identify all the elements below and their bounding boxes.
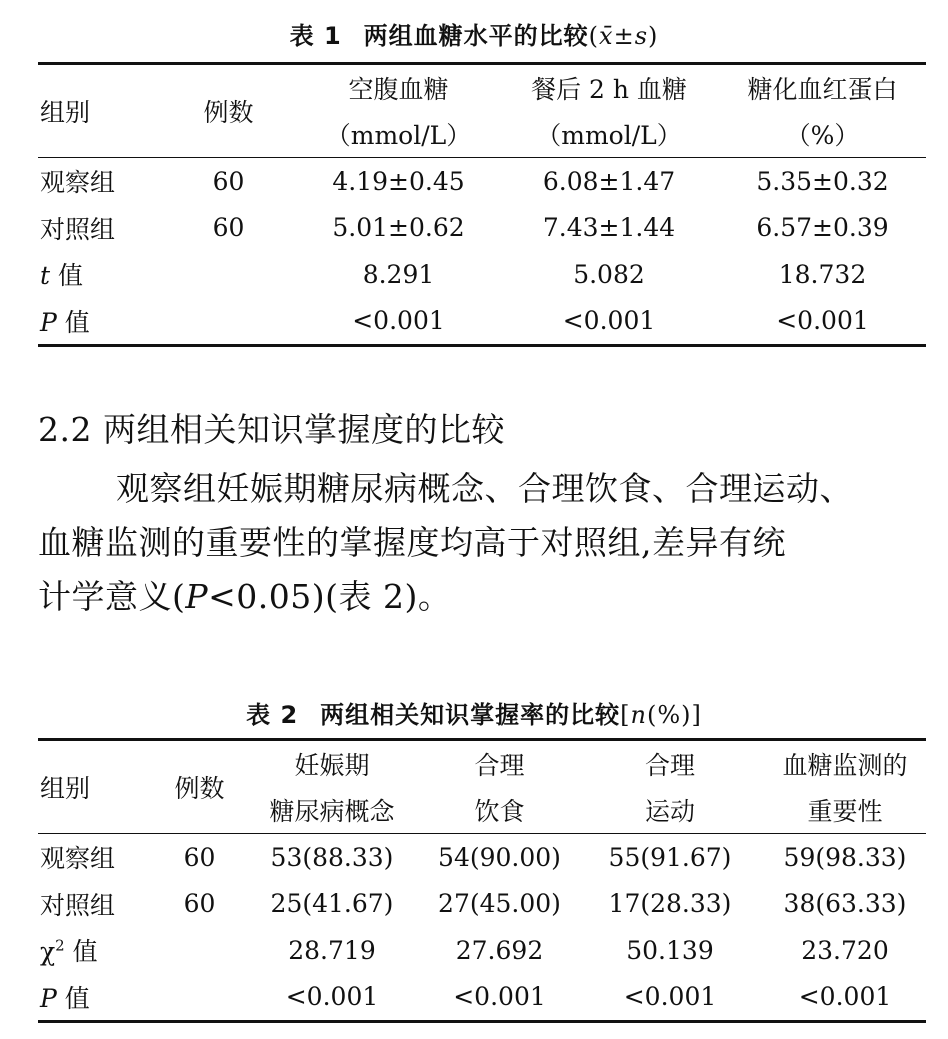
table-row xyxy=(38,251,926,298)
table-row xyxy=(38,881,926,928)
chi-symbol: χ xyxy=(40,937,56,967)
table2-header-cases: 例数 xyxy=(158,740,241,834)
cell-value: 17(28.33) xyxy=(608,889,732,919)
row-label: 对照组 xyxy=(40,214,116,244)
cell-value: 6.08±1.47 xyxy=(542,166,676,196)
table-row xyxy=(38,974,926,1022)
cell-cases: 60 xyxy=(212,166,245,196)
section-heading: 2.2 两组相关知识掌握度的比较 xyxy=(38,410,505,449)
row-label: 对照组 xyxy=(40,890,116,920)
row-label xyxy=(38,974,158,1022)
cell-value: 54(90.00) xyxy=(438,842,561,872)
chi-superscript: 2 xyxy=(55,936,65,955)
table-row xyxy=(38,158,926,205)
table-row xyxy=(38,927,926,974)
row-label: 观察组 xyxy=(40,168,116,198)
table-row xyxy=(38,834,926,881)
cell-value: <0.001 xyxy=(499,298,719,346)
table2-header-col2-line2: 饮食 xyxy=(423,787,576,834)
table2-caption-title: 两组相关知识掌握率的比较 xyxy=(320,701,621,729)
table1-header-cases: 例数 xyxy=(159,64,298,158)
cell-cases xyxy=(159,251,298,298)
table1-header-col2-line1: 餐后 2 h 血糖 xyxy=(499,64,719,112)
table2-header-col3-line2: 运动 xyxy=(576,787,764,834)
table1-header-col1-line2: （mmol/L） xyxy=(298,111,499,158)
table2-header-col3-line1: 合理 xyxy=(576,740,764,788)
label-suffix: 值 xyxy=(50,261,83,291)
p-symbol: P xyxy=(40,307,57,337)
table1-caption-title: 两组血糖水平的比较 xyxy=(363,22,589,50)
body-paragraph xyxy=(38,462,930,624)
cell-value: 7.43±1.44 xyxy=(542,213,676,243)
cell-value: 25(41.67) xyxy=(270,889,394,919)
t-symbol: t xyxy=(40,261,51,291)
table2-caption-n: n xyxy=(630,701,647,729)
row-label xyxy=(38,251,159,298)
p-symbol: P xyxy=(185,577,209,616)
cell-value: 38(63.33) xyxy=(783,889,907,919)
table1-header-col3-line2: （%） xyxy=(719,111,926,158)
table2-header-col1-line1: 妊娠期 xyxy=(241,740,423,788)
table2-header-group: 组别 xyxy=(38,740,158,834)
line3-suffix: <0.05)(表 2)。 xyxy=(208,577,452,616)
table2-header-col1-line2: 糖尿病概念 xyxy=(241,787,423,834)
cell-value: 5.082 xyxy=(573,259,645,289)
paragraph-line-2: 血糖监测的重要性的掌握度均高于对照组,差异有统 xyxy=(38,523,786,562)
table2 xyxy=(38,738,926,1023)
cell-value: 50.139 xyxy=(626,935,714,965)
table1-caption: 表 1 两组血糖水平的比较(x̄±s) xyxy=(289,22,659,50)
label-suffix: 值 xyxy=(64,937,98,967)
cell-value: <0.001 xyxy=(764,974,926,1022)
cell-value: 4.19±0.45 xyxy=(332,166,465,196)
cell-value: 18.732 xyxy=(778,259,867,289)
label-suffix: 值 xyxy=(56,983,90,1013)
table2-header-col2-line1: 合理 xyxy=(423,740,576,788)
table1-header-col1-line1: 空腹血糖 xyxy=(298,64,499,112)
table1 xyxy=(38,62,926,347)
table1-header-col3-line1: 糖化血红蛋白 xyxy=(719,64,926,112)
cell-value: 5.01±0.62 xyxy=(332,213,465,243)
cell-value: 28.719 xyxy=(288,935,376,965)
table2-caption: 表 2 两组相关知识掌握率的比较[n(%)] xyxy=(246,701,702,729)
cell-value: 53(88.33) xyxy=(270,842,394,872)
paragraph-line-1: 观察组妊娠期糖尿病概念、合理饮食、合理运动、 xyxy=(116,469,853,508)
cell-value: <0.001 xyxy=(241,974,423,1022)
table2-header-col4-line2: 重要性 xyxy=(764,787,926,834)
table2-caption-label: 表 2 xyxy=(246,701,299,729)
table1-header-group: 组别 xyxy=(38,64,159,158)
paragraph-line-3 xyxy=(38,570,930,624)
row-label: 观察组 xyxy=(40,844,116,874)
cell-value: 27(45.00) xyxy=(438,889,561,919)
cell-value: 6.57±0.39 xyxy=(756,213,889,243)
table-row xyxy=(38,205,926,252)
cell-value: 8.291 xyxy=(362,259,435,289)
cell-value: <0.001 xyxy=(576,974,764,1022)
table-row xyxy=(38,298,926,346)
label-suffix: 值 xyxy=(56,307,90,337)
cell-value: 55(91.67) xyxy=(608,842,732,872)
cell-cases xyxy=(158,974,241,1022)
table1-caption-stat: x̄±s xyxy=(599,22,649,50)
cell-value: <0.001 xyxy=(719,298,926,346)
cell-value: 23.720 xyxy=(801,935,889,965)
table2-header-col4-line1: 血糖监测的 xyxy=(764,740,926,788)
cell-cases: 60 xyxy=(183,842,216,872)
cell-cases xyxy=(159,298,298,346)
row-label xyxy=(38,298,159,346)
cell-cases: 60 xyxy=(212,213,245,243)
p-symbol: P xyxy=(40,983,57,1013)
cell-cases xyxy=(158,927,241,974)
cell-value: <0.001 xyxy=(298,298,499,346)
cell-value: 5.35±0.32 xyxy=(756,166,889,196)
row-label xyxy=(38,927,158,974)
table1-header-col2-line2: （mmol/L） xyxy=(499,111,719,158)
cell-value: 59(98.33) xyxy=(783,842,907,872)
line3-prefix: 计学意义( xyxy=(38,577,186,616)
cell-value: <0.001 xyxy=(423,974,576,1022)
cell-cases: 60 xyxy=(183,889,216,919)
cell-value: 27.692 xyxy=(455,935,544,965)
table1-caption-label: 表 1 xyxy=(289,22,342,50)
